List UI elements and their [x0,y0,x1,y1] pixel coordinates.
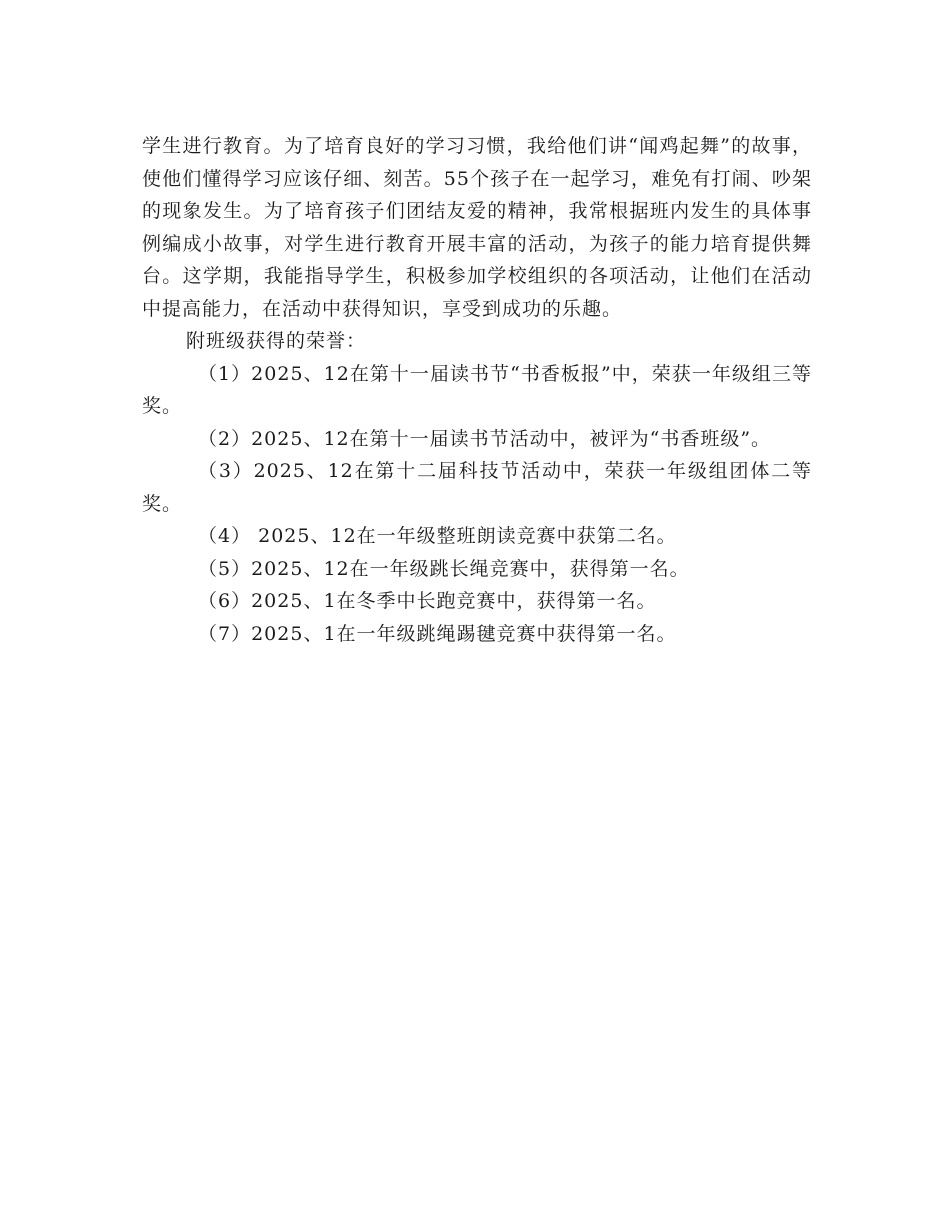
honors-heading: 附班级获得的荣誉： [186,330,367,352]
body-paragraph: 学生进行教育。为了培育良好的学习习惯，我给他们讲“闻鸡起舞”的故事，使他们懂得学习应该仔细、刻苦。55个孩子在一起学习，难免有打闹、吵架的现象发生。为了培育孩子们团结友爱的精神，我常根据班内发生的具体事例编成小故事，对学生进行教育开展丰富的活动，为孩子的能力培育提供舞台。这学期，我能指导学生，积极参加学校组织的各项活动，让他们在活动中提高能力，在活动中获得知识，享受到成功的乐趣。 [142,135,812,320]
honor-item-7: （7）2025、1在一年级跳绳踢毽竞赛中获得第一名。 [198,622,677,645]
honor-item-1: （1）2025、12在第十一届读书节“书香板报”中，荣获一年级组三等奖。 [142,362,812,417]
document-content [142,130,812,650]
honor-item-5: （5）2025、12在一年级跳长绳竞赛中，获得第一名。 [198,557,690,580]
honor-item-2: （2）2025、12在第十一届读书节活动中，被评为“书香班级”。 [198,427,772,450]
honor-item-4: （4） 2025、12在一年级整班朗读竞赛中获第二名。 [198,525,677,547]
honor-item-3: （3）2025、12在第十二届科技节活动中，荣获一年级组团体二等奖。 [142,460,812,515]
honor-item-6: （6）2025、1在冬季中长跑竞赛中，获得第一名。 [198,590,657,612]
